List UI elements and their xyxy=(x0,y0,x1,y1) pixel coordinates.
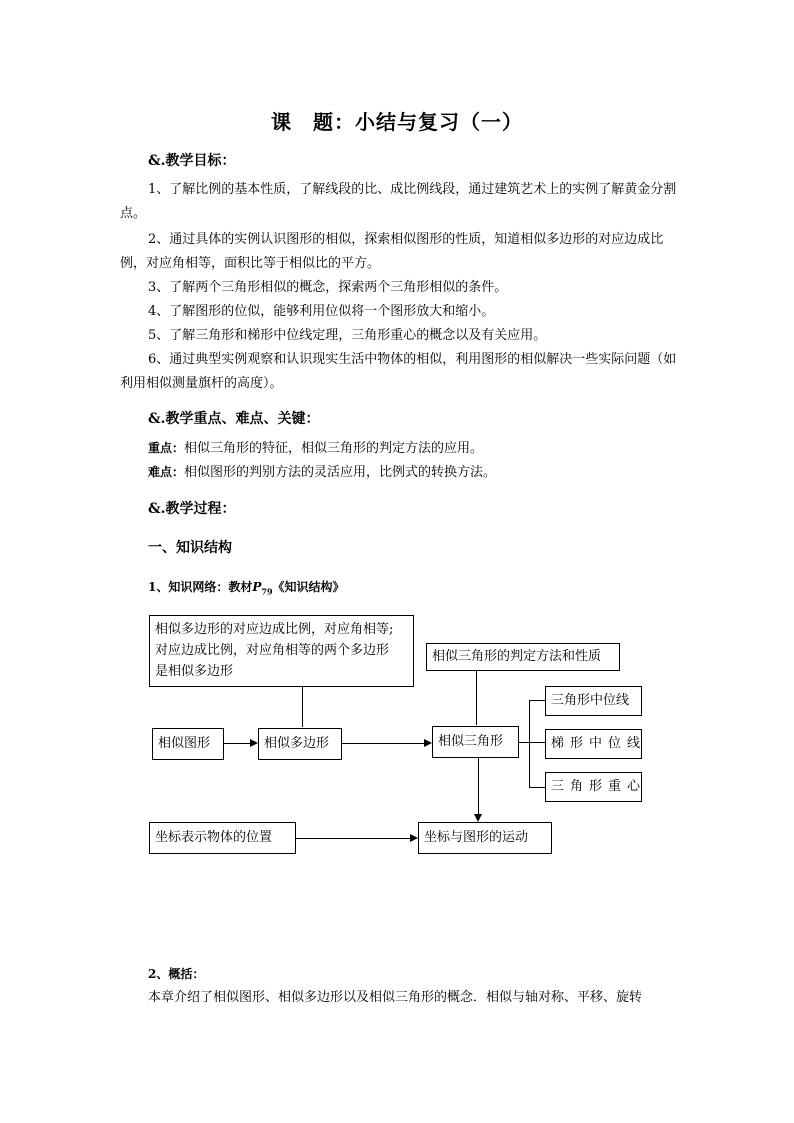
summary-text: 本章介绍了相似图形、相似多边形以及相似三角形的概念．相似与轴对称、平移、旋转 xyxy=(148,990,643,1005)
midline-trapezoid-box: 梯形中位线 xyxy=(545,729,642,759)
objective-1: 1、了解比例的基本性质，了解线段的比、成比例线段，通过建筑艺术上的实例了解黄金分割点。 xyxy=(120,182,677,221)
objectives-heading: &.教学目标： xyxy=(148,153,236,169)
arrow-line-down xyxy=(478,758,479,814)
page-title: 课 题：小结与复习（一） xyxy=(271,110,523,134)
keypoints-heading: &.教学重点、难点、关键： xyxy=(148,411,320,427)
bracket-stem xyxy=(519,742,529,743)
network-tail: 《知识结构》 xyxy=(272,580,345,594)
objective-6: 6、通过典型实例观察和认识现实生活中物体的相似，利用图形的相似解决一些实际问题（如利用相似测量旗杆的高度）。 xyxy=(120,352,677,391)
objective-3: 3、了解两个三角形相似的概念，探索两个三角形相似的条件。 xyxy=(148,280,508,295)
arrow-head-down xyxy=(474,814,482,822)
definition-box xyxy=(149,615,414,687)
arrow-line-1 xyxy=(224,743,250,744)
difficult-point-line xyxy=(148,460,496,485)
network-page: P xyxy=(252,580,262,594)
definition-line-1: 相似多边形的对应边成比例，对应角相等; xyxy=(155,622,394,637)
network-label-line xyxy=(148,578,345,596)
network-label: 1、知识网络：教材 xyxy=(148,580,253,594)
bracket-middle xyxy=(529,742,545,743)
motion-box: 坐标与图形的运动 xyxy=(418,822,552,854)
arrow-head-1 xyxy=(250,739,258,747)
objective-4: 4、了解图形的位似，能够利用位似将一个图形放大和缩小。 xyxy=(148,304,495,319)
coordinates-box: 坐标表示物体的位置 xyxy=(149,822,296,854)
arrow-line-2 xyxy=(342,743,424,744)
midline-triangle-box: 三角形中位线 xyxy=(545,686,642,716)
key-point-text: 相似三角形的特征，相似三角形的判定方法的应用。 xyxy=(184,441,484,456)
key-point-label: 重点： xyxy=(148,441,185,455)
arrow-head-3 xyxy=(410,834,418,842)
process-heading: &.教学过程： xyxy=(148,501,236,517)
network-page-sub: 79 xyxy=(261,586,273,597)
key-point-line xyxy=(148,436,483,461)
definition-line-3: 是相似多边形 xyxy=(155,664,234,679)
definition-line-2: 对应边成比例，对应角相等的两个多边形 xyxy=(155,643,390,658)
similar-figures-box: 相似图形 xyxy=(152,728,224,760)
objective-5: 5、了解三角形和梯形中位线定理，三角形重心的概念以及有关应用。 xyxy=(148,328,547,343)
part1-heading: 一、知识结构 xyxy=(148,540,232,556)
difficult-point-label: 难点： xyxy=(148,465,185,479)
connector-definition xyxy=(302,687,303,727)
difficult-point-text: 相似图形的判别方法的灵活应用，比例式的转换方法。 xyxy=(184,465,497,480)
arrow-line-3 xyxy=(296,838,410,839)
judge-box: 相似三角形的判定方法和性质 xyxy=(426,643,620,671)
bracket xyxy=(529,700,546,788)
connector-judge xyxy=(476,671,477,725)
similar-polygons-box: 相似多边形 xyxy=(258,728,342,760)
summary-label: 2、概括： xyxy=(148,967,205,981)
similar-triangles-box: 相似三角形 xyxy=(432,726,519,758)
objective-2: 2、通过具体的实例认识图形的相似，探索相似图形的性质，知道相似多边形的对应边成比例，对应角相等，面积比等于相似比的平方。 xyxy=(120,232,664,271)
centroid-box: 三角形重心 xyxy=(545,772,642,802)
arrow-head-2 xyxy=(424,739,432,747)
